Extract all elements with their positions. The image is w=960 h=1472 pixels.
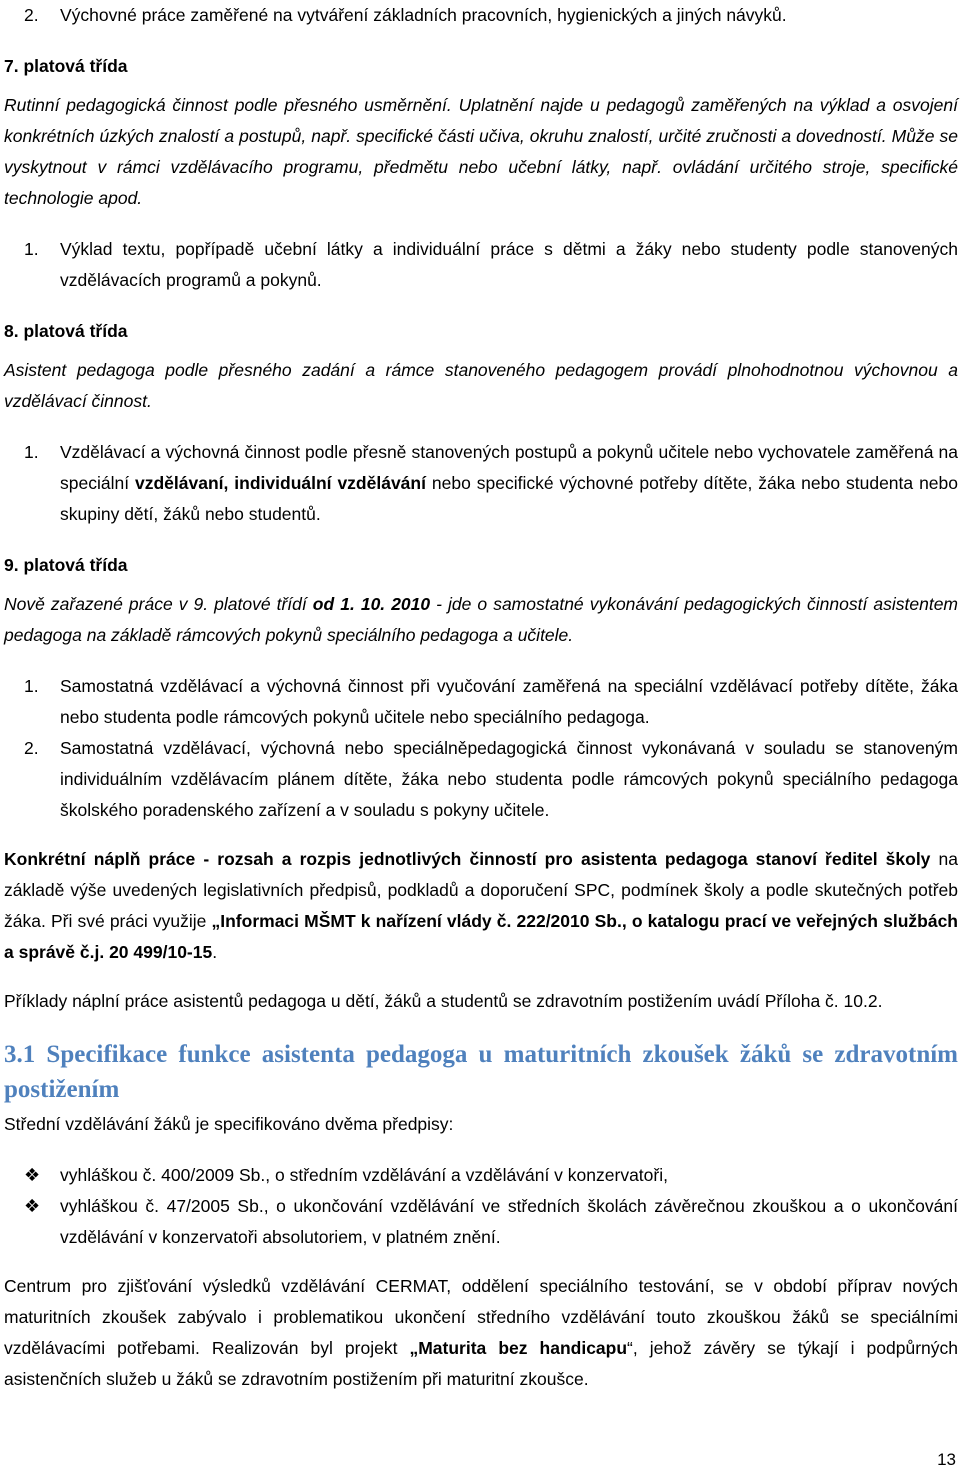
concrete-bold-2: „Informaci MŠMT k nařízení vlády č. 222/2010 Sb., o katalogu prací ve veřejných službách a správě č.j. 20 499/10-15 bbox=[4, 911, 958, 962]
bullet-item bbox=[4, 1191, 958, 1253]
class8-heading: 8. platová třída bbox=[4, 321, 128, 341]
diamond-bullet-icon: ❖ bbox=[24, 1165, 41, 1185]
final-paragraph bbox=[4, 1271, 958, 1395]
examples-paragraph: Příklady náplní práce asistentů pedagoga u dětí, žáků a studentů se zdravotním postižením uvádí Příloha č. 10.2. bbox=[4, 991, 883, 1011]
list-item bbox=[4, 437, 958, 530]
final-text-c: “, jehož závěry se týkají i podpůrných asistenčních služeb u žáků se zdravotním postižením při maturitní zkoušce. bbox=[4, 1338, 958, 1389]
class7-desc-part1: Rutinní pedagogická činnost podle přesného usměrnění. Uplatnění najde u pedagogů zaměřených na výklad a osvojení konkrétních úzkých znalostí a postupů, např. specifické části učiva, okruhu znalostí, určité zručnosti a dovedností. bbox=[4, 95, 958, 146]
list-text-end: nebo specifické výchovné potřeby dítěte, žáka nebo studenta nebo skupiny dětí, žáků nebo studentů. bbox=[60, 473, 958, 524]
list-number: 1. bbox=[24, 676, 39, 696]
list-number: 1. bbox=[24, 442, 39, 462]
class8-description: Asistent pedagoga podle přesného zadání a rámce stanoveného pedagogem provádí plnohodnotnou výchovnou a vzdělávací činnost. bbox=[4, 360, 958, 411]
list-text: Výklad textu, popřípadě učební látky a individuální práce s dětmi a žáky nebo studenty podle stanovených vzdělávacích programů a pokynů. bbox=[60, 239, 958, 290]
list-text: Výchovné práce zaměřené na vytváření základních pracovních, hygienických a jiných návyků. bbox=[60, 5, 787, 25]
list-text: Samostatná vzdělávací a výchovná činnost při vyučování zaměřená na speciální vzdělávací potřeby dítěte, žáka nebo studenta podle rámcových pokynů učitele nebo speciálního pedagoga. bbox=[60, 676, 958, 727]
page-number: 13 bbox=[937, 1450, 956, 1469]
section-intro: Střední vzdělávání žáků je specifikováno dvěma předpisy: bbox=[4, 1114, 454, 1134]
final-text-a: Centrum pro zjišťování výsledků vzdělávání CERMAT, oddělení speciálního testování, se v období příprav nových maturitních zkoušek zabývalo i problematikou ukončení středního vzdělávání touto zkouškou žáků se speciálními vzdělávacími potřebami. Realizován byl projekt bbox=[4, 1276, 958, 1358]
list-number: 2. bbox=[24, 5, 39, 25]
class9-desc-date: od 1. 10. 2010 bbox=[312, 594, 431, 614]
class7-heading: 7. platová třída bbox=[4, 56, 128, 76]
list-text: Samostatná vzdělávací, výchovná nebo speciálněpedagogická činnost vykonávaná v souladu se stanoveným individuálním vzdělávacím plánem dítěte, žáka nebo studenta podle rámcových pokynů speciálního pedagoga školského poradenského zařízení a v souladu s pokyny učitele. bbox=[60, 738, 958, 820]
list-item bbox=[4, 234, 958, 296]
class9-description bbox=[4, 589, 958, 651]
class9-heading: 9. platová třída bbox=[4, 555, 128, 575]
document-page bbox=[4, 0, 958, 1395]
list-item bbox=[4, 733, 958, 826]
class7-description bbox=[4, 90, 958, 214]
bullet-item bbox=[4, 1160, 958, 1191]
section-heading: 3.1 Specifikace funkce asistenta pedagoga u maturitních zkoušek žáků se zdravotním postižením bbox=[4, 1041, 958, 1103]
list-item bbox=[4, 671, 958, 733]
concrete-paragraph bbox=[4, 844, 958, 968]
class7-desc-part2: Může se vyskytnout v rámci vzdělávacího programu, předmětu nebo učební látky, např. ovládání určitého stroje, specifické technologie apod. bbox=[4, 126, 958, 208]
bullet-text: vyhláškou č. 400/2009 Sb., o středním vzdělávání a vzdělávání v konzervatoři, bbox=[60, 1165, 668, 1185]
concrete-text-1: na základě výše uvedených legislativních předpisů, podkladů a doporučení SPC, podmínek školy a podle skutečných potřeb žáka. Při své práci využije bbox=[4, 849, 958, 931]
list-number: 2. bbox=[24, 738, 39, 758]
list-text-bold: vzdělávaní, individuální vzdělávání bbox=[135, 473, 426, 493]
final-bold-project: „Maturita bez handicapu bbox=[409, 1338, 628, 1358]
list-number: 1. bbox=[24, 239, 39, 259]
class9-desc-c: - jde o samostatné vykonávání pedagogických činností asistentem pedagoga na základě rámcových pokynů speciálního pedagoga a učitele. bbox=[4, 594, 959, 645]
concrete-text-2: . bbox=[212, 942, 218, 962]
diamond-bullet-icon: ❖ bbox=[24, 1196, 41, 1216]
list-item bbox=[4, 0, 958, 31]
bullet-text: vyhláškou č. 47/2005 Sb., o ukončování vzdělávání ve středních školách závěrečnou zkouškou a o ukončování vzdělávání v konzervatoři absolutoriem, v platném znění. bbox=[60, 1196, 958, 1247]
list-text: Vzdělávací a výchovná činnost podle přesně stanovených postupů a pokynů učitele nebo vychovatele zaměřená na speciální bbox=[60, 442, 958, 493]
concrete-bold-1: Konkrétní náplň práce - rozsah a rozpis jednotlivých činností pro asistenta pedagoga stanoví ředitel školy bbox=[4, 849, 931, 869]
class9-desc-a: Nově zařazené práce v 9. platové třídí bbox=[4, 594, 313, 614]
